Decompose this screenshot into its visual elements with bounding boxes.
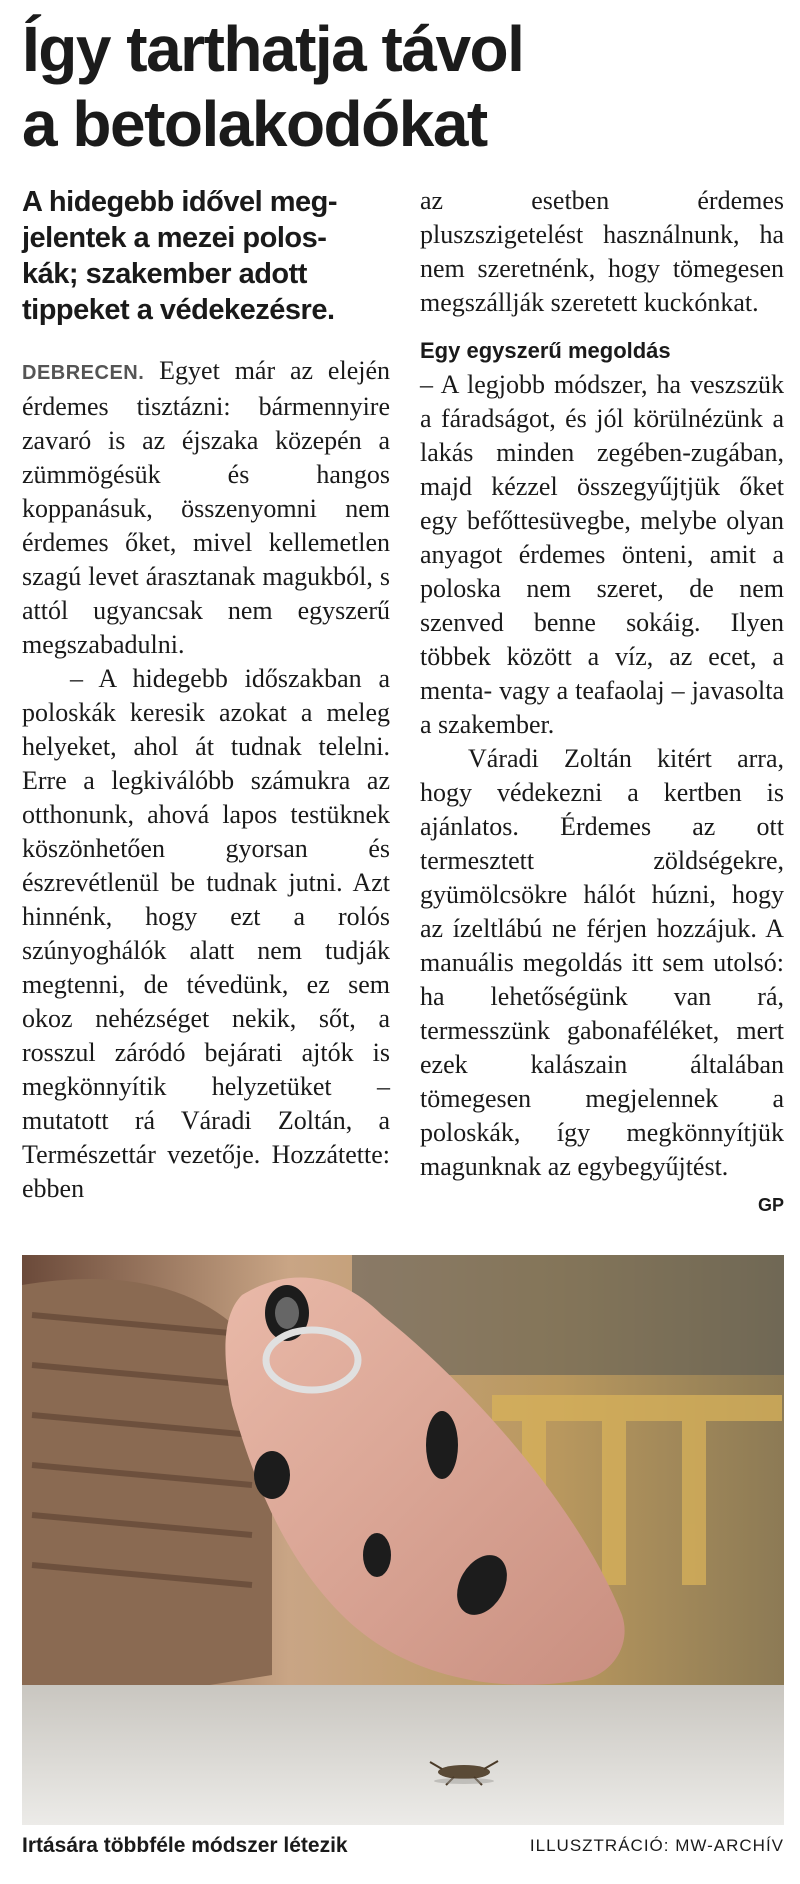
dateline: DEBRECEN. [22,362,145,384]
section-subhead: Egy egyszerű megoldás [420,338,671,363]
photo-caption: Irtására többféle módszer létezik [22,1834,348,1857]
right-column [420,184,784,1222]
body-paragraph-4 [420,742,784,1215]
headline-line-2: a betolakodókat [22,88,487,160]
body-paragraph-2: – A hidegebb időszakban a poloskák keresik azokat a meleg helyeket, ahol át tudnak telelni. Erre a legkiválóbb számukra az otthonunk, ahová lapos testüknek köszönhetően gyorsan és észrevétlenül be tudnak jutni. Azt hinnénk, hogy ezt a rolós szúnyoghálók alatt nem tudják megtenni, de tévedünk, ez sem okoz nehézséget nekik, sőt, a rosszul záródó bejárati ajtók is megkönnyítik helyzetüket – mutatott rá Váradi Zoltán, a Természettár vezetője. Hozzátette: ebben [22,664,390,1203]
body-paragraph-continued: az esetben érdemes pluszszigetelést használnunk, ha nem szeretnénk, hogy tömegesen megszállják szeretett kuckónkat. [420,186,784,317]
body-paragraph-1-text: Egyet már az elején érdemes tisztázni: bármennyire zavaró is az éjszaka közepén a zümmögésük és hangos koppanásuk, összenyomni nem érdemes őket, mivel kellemetlen szagú levet árasztanak magukból, s attól ugyancsak nem egyszerű megszabadulni. [22,356,390,659]
article-lead [22,184,390,328]
lead-line-1: A hidegebb idővel meg- [22,186,338,218]
lead-line-4: tippeket a védekezésre. [22,294,335,326]
lead-line-3: kák; szakember adott [22,258,307,290]
body-paragraph-4-text: Váradi Zoltán kitért arra, hogy védekezni a kertben is ajánlatos. Érdemes az ott termesztett zöldségekre, gyümölcsökre hálót húzni, hogy az ízeltlábú ne férjen hozzájuk. A manuális megoldás itt sem utolsó: ha lehetőségünk van rá, termesszünk gabonaféléket, mert ezek kalászain általában tömegesen megjelennek a poloskák, így megkönnyítjük magunknak az egybegyűjtést. [420,744,784,1181]
photo-credit: ILLUSZTRÁCIÓ: MW-ARCHÍV [529,1836,784,1855]
left-column [22,184,390,1206]
photo-illustration [22,1255,784,1825]
body-paragraph-3: – A legjobb módszer, ha veszszük a fáradságot, és jól körülnézünk a lakás minden zegében-zugában, majd kézzel összegyűjtjük őket egy befőttesüvegbe, melybe olyan anyagot érdemes önteni, amit a poloska nem szeret, de nem szenved benne sokáig. Ilyen többek között a víz, az ecet, a menta- vagy a teafaolaj – javasolta a szakember. [420,370,784,739]
body-paragraph-1 [22,354,390,662]
article-headline [22,12,782,162]
lead-line-2: jelentek a mezei polos- [22,222,327,254]
article-photo [22,1255,784,1825]
author-initials: GP [757,1195,784,1215]
headline-line-1: Így tarthatja távol [22,13,524,85]
